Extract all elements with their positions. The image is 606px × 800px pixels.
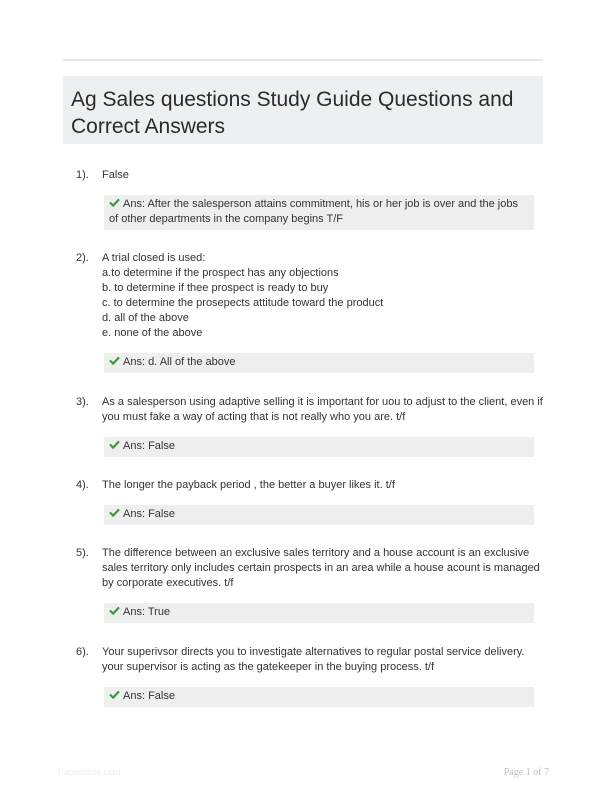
checkmark-icon (109, 508, 120, 517)
answer-text: Ans: After the salesperson attains commitment, his or her job is over and the jobs of other departments in the company begins T/F (109, 198, 518, 225)
question-line: Your superivsor directs you to investigate alternatives to regular postal service delivery. your supervisor is acting as the gatekeeper in the buying process. t/f (102, 646, 525, 673)
answer-text: Ans: True (123, 606, 171, 618)
question-text (102, 546, 546, 591)
checkmark-icon (109, 690, 120, 699)
question-number: 3). (76, 396, 89, 408)
question-item-2 (76, 251, 546, 373)
question-item-4 (76, 478, 546, 525)
answer-box (104, 437, 534, 457)
question-text (102, 478, 546, 493)
question-item-5 (76, 546, 546, 623)
answer-box (104, 505, 534, 525)
question-line: False (102, 169, 129, 181)
checkmark-icon (109, 356, 120, 365)
checkmark-icon (109, 606, 120, 615)
question-item-1 (76, 168, 546, 230)
answer-box (104, 353, 534, 373)
answer-text: Ans: False (123, 440, 175, 452)
question-line: The longer the payback period , the better a buyer likes it. t/f (102, 479, 395, 491)
checkmark-icon (109, 198, 120, 207)
question-line: b. to determine if thee prospect is ready to buy (102, 282, 329, 294)
question-item-6 (76, 645, 546, 707)
question-text (102, 251, 546, 341)
question-text (102, 395, 546, 425)
title-banner (63, 76, 543, 144)
question-line: A trial closed is used: (102, 252, 206, 264)
question-line: The difference between an exclusive sales territory and a house account is an exclusive sales territory only includes certain prospects in an area while a house acount is managed by corporate executives. t/f (102, 547, 540, 589)
question-line: c. to determine the prosepects attitude toward the product (102, 297, 384, 309)
question-number: 5). (76, 547, 89, 559)
question-text (102, 645, 546, 675)
question-line: As a salesperson using adaptive selling it is important for uou to adjust to the client, even if you must fake a way of acting that is not really who you are. t/f (102, 396, 543, 423)
question-number: 1). (76, 169, 89, 181)
answer-box (104, 603, 534, 623)
footer-watermark: Paperbible.com (58, 767, 121, 777)
question-line: e. none of the above (102, 327, 203, 339)
question-number: 4). (76, 479, 89, 491)
answer-text: Ans: False (123, 508, 175, 520)
answer-text: Ans: d. All of the above (123, 356, 236, 368)
question-text (102, 168, 546, 183)
answer-box (104, 687, 534, 707)
question-line: d. all of the above (102, 312, 189, 324)
answer-box (104, 195, 534, 230)
question-number: 2). (76, 252, 89, 264)
answer-text: Ans: False (123, 690, 175, 702)
page-title: Ag Sales questions Study Guide Questions and Correct Answers (71, 88, 514, 138)
checkmark-icon (109, 440, 120, 449)
page-counter: Page 1 of 7 (503, 767, 549, 778)
question-line: a.to determine if the prospect has any objections (102, 267, 339, 279)
question-number: 6). (76, 646, 89, 658)
top-divider (63, 59, 543, 61)
question-item-3 (76, 395, 546, 457)
